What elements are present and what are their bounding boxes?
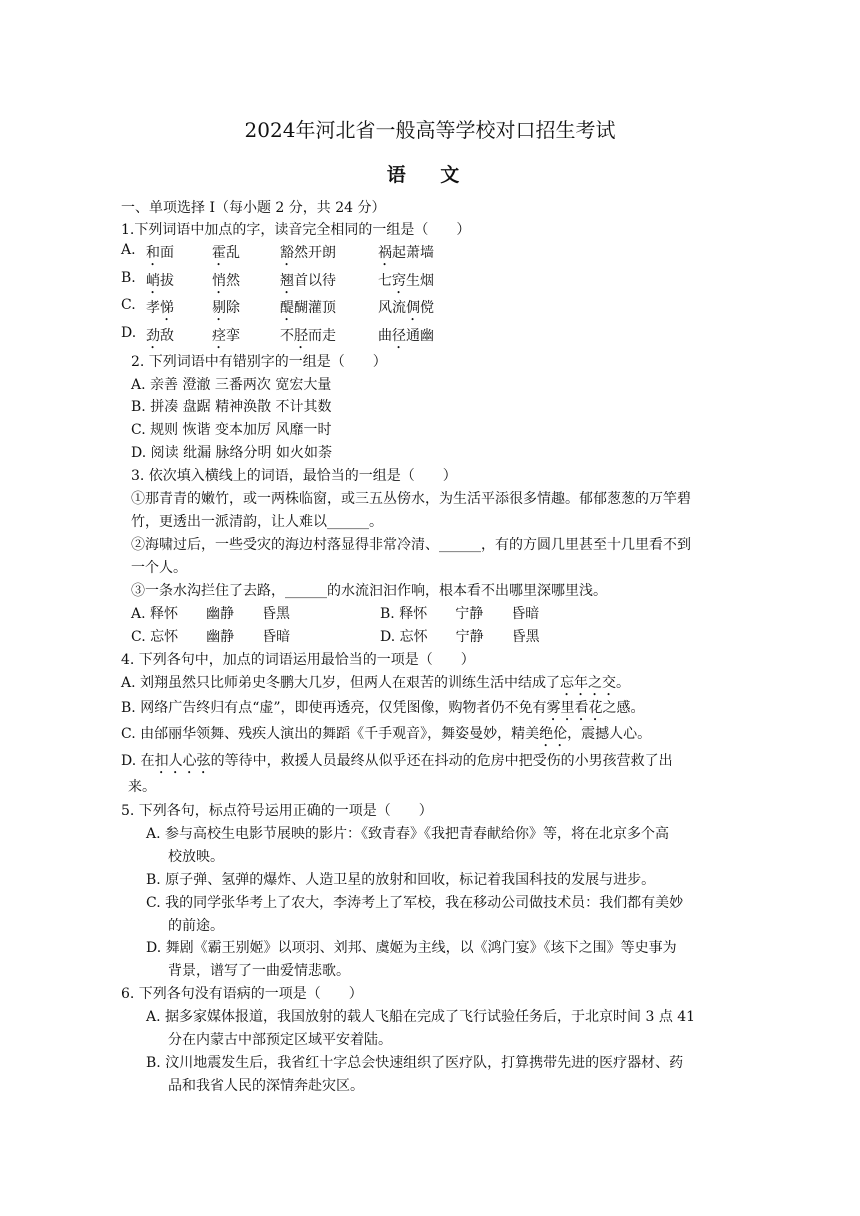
q4-b-end: 之感。 [602, 700, 645, 716]
q1-word: 豁然开朗 [280, 245, 336, 261]
q1-option-d [121, 325, 741, 347]
q4-option-d [121, 750, 673, 777]
q1-dotted-char: 劲 [146, 328, 160, 344]
q1-dotted-char: 痉 [212, 328, 226, 344]
q3-option-c: C. 忘怀 幽静 昏暗 [131, 629, 291, 645]
q1-word: 剔除 [212, 300, 240, 316]
q5-option-c-cont: 的前途。 [168, 918, 224, 934]
q1-word: 劲敌 [146, 328, 174, 344]
q5-option-d-cont: 背景，谱写了一曲爱情悲歌。 [168, 963, 350, 979]
q5-option-a: A. 参与高校生电影节展映的影片：《致青春》《我把青春献给你》等，将在北京多个高 [146, 826, 670, 842]
q1-option-c [121, 297, 741, 319]
q3-passage-1a: ①那青青的嫩竹，或一两株临窗，或三五丛傍水，为生活平添很多情趣。郁郁葱葱的万竿碧 [131, 491, 691, 507]
q1-dotted-char: 霍 [212, 245, 226, 261]
q1-word: 曲径通幽 [378, 328, 434, 344]
q3-passage-3: ③一条水沟拦住了去路，______的水流汩汩作响，根本看不出哪里深哪里浅。 [131, 583, 607, 599]
q4-d-dotted: 扣人心弦 [154, 753, 211, 769]
q3-option-a: A. 释怀 幽静 昏黑 [131, 606, 291, 622]
q4-a-dotted: 忘年之交 [560, 675, 617, 691]
q6-option-a: A. 据多家媒体报道，我国放射的载人飞船在完成了飞行试验任务后，于北京时间 3 点 41 [146, 1009, 696, 1025]
q4-c-end: ，震撼人心。 [567, 726, 652, 742]
q1-word: 七窍生烟 [378, 273, 434, 289]
q5-option-d: D. 舞剧《霸王别姬》以项羽、刘邦、虞姬为主线，以《鸿门宴》《垓下之围》等史事为 [146, 940, 677, 956]
q1-option-label: B. [121, 270, 136, 286]
q1-word: 悄然 [212, 273, 240, 289]
q2-option-a: A. 亲善 澄澈 三番两次 宽宏大量 [131, 377, 332, 393]
q1-word: 孝悌 [146, 300, 174, 316]
q1-word: 不胫而走 [280, 328, 336, 344]
q1-dotted-char: 醍 [280, 300, 294, 316]
q4-c-text: C. 由邰丽华领舞、残疾人演出的舞蹈《千手观音》，舞姿曼妙，精美 [121, 726, 540, 742]
q5-option-b: B. 原子弹、氢弹的爆炸、人造卫星的放射和回收，标记着我国科技的发展与进步。 [146, 872, 656, 888]
q1-word: 风流倜傥 [378, 300, 434, 316]
q1-word: 峭拔 [146, 273, 174, 289]
q4-option-a [121, 672, 630, 699]
q6-stem: 6. 下列各句没有语病的一项是（ ） [121, 986, 363, 1002]
q5-stem: 5. 下列各句，标点符号运用正确的一项是（ ） [121, 803, 433, 819]
q1-word: 霍乱 [212, 245, 240, 261]
q2-option-c: C. 规则 恢谐 变本加厉 风靡一时 [131, 422, 332, 438]
q1-option-label: C. [121, 297, 136, 313]
q1-dotted-char: 胫 [294, 328, 308, 344]
q3-passage-2b: 一个人。 [131, 560, 187, 576]
q6-option-b: B. 汶川地震发生后，我省红十字总会快速组织了医疗队，打算携带先进的医疗器材、药 [146, 1055, 684, 1071]
q1-option-label: A. [121, 242, 136, 258]
q6-option-a-cont: 分在内蒙古中部预定区域平安着陆。 [168, 1032, 392, 1048]
q1-option-b [121, 270, 741, 292]
q1-word: 痉挛 [212, 328, 240, 344]
section-heading: 一、单项选择 I（每小题 2 分，共 24 分） [121, 200, 386, 216]
q1-word: 翘首以待 [280, 273, 336, 289]
exam-title: 2024年河北省一般高等学校对口招生考试 [244, 118, 616, 142]
q3-option-b: B. 释怀 宁静 昏暗 [380, 606, 540, 622]
q3-option-d: D. 忘怀 宁静 昏黑 [380, 629, 540, 645]
q4-b-text: B. 网络广告终归有点“虚”，即使再透亮，仅凭图像，购物者仍不免有 [121, 700, 547, 716]
q3-stem: 3. 依次填入横线上的词语，最恰当的一组是（ ） [131, 468, 457, 484]
q6-option-b-cont: 品和我省人民的深情奔赴灾区。 [168, 1078, 364, 1094]
q4-a-end: 。 [616, 675, 631, 691]
q1-dotted-char: 翘 [280, 273, 294, 289]
q5-option-a-cont: 校放映。 [168, 849, 224, 865]
q1-word: 祸起萧墙 [378, 245, 434, 261]
q4-a-text: A. 刘翔虽然只比师弟史冬鹏大几岁，但两人在艰苦的训练生活中结成了 [121, 675, 561, 691]
q3-passage-2a: ②海啸过后，一些受灾的海边村落显得非常冷清、______，有的方圆几里甚至十几里看不到 [131, 537, 691, 553]
q1-dotted-char: 剔 [212, 300, 226, 316]
q1-option-label: D. [121, 325, 137, 341]
q4-d-text: D. 在 [121, 753, 155, 769]
q2-stem: 2. 下列词语中有错别字的一组是（ ） [131, 354, 387, 370]
q2-option-b: B. 拼凑 盘踞 精神涣散 不计其数 [131, 399, 332, 415]
q5-option-c: C. 我的同学张华考上了农大，李涛考上了军校，我在移动公司做技术员：我们都有美妙 [146, 895, 684, 911]
q1-dotted-char: 倜 [406, 300, 420, 316]
q1-dotted-char: 窍 [392, 273, 406, 289]
q4-d-rest: 的等待中，救援人员最终从似乎还在抖动的危房中把受伤的小男孩营救了出 [210, 753, 673, 769]
q4-b-dotted: 雾里看花 [546, 700, 603, 716]
subject-title: 语 文 [386, 164, 474, 186]
q1-dotted-char: 悄 [212, 273, 226, 289]
q1-word: 醍醐灌顶 [280, 300, 336, 316]
q1-option-a [121, 242, 741, 264]
q1-stem: 1.下列词语中加点的字，读音完全相同的一组是（ ） [121, 222, 471, 238]
q4-option-b [121, 697, 645, 724]
q1-dotted-char: 祸 [378, 245, 392, 261]
q4-stem: 4. 下列各句中，加点的词语运用最恰当的一项是（ ） [121, 652, 475, 668]
q4-c-dotted: 绝伦 [539, 726, 568, 742]
q1-dotted-char: 峭 [146, 273, 160, 289]
q1-word: 和面 [146, 245, 174, 261]
q3-passage-1b: 竹，更透出一派清韵，让人难以______。 [131, 514, 383, 530]
q4-option-d-cont: 来。 [128, 779, 156, 795]
q1-dotted-char: 豁 [280, 245, 294, 261]
q1-dotted-char: 和 [146, 245, 160, 261]
q1-dotted-char: 悌 [160, 300, 174, 316]
q4-option-c [121, 723, 651, 750]
q2-option-d: D. 阅读 纰漏 脉络分明 如火如荼 [131, 445, 332, 461]
q1-dotted-char: 径 [392, 328, 406, 344]
